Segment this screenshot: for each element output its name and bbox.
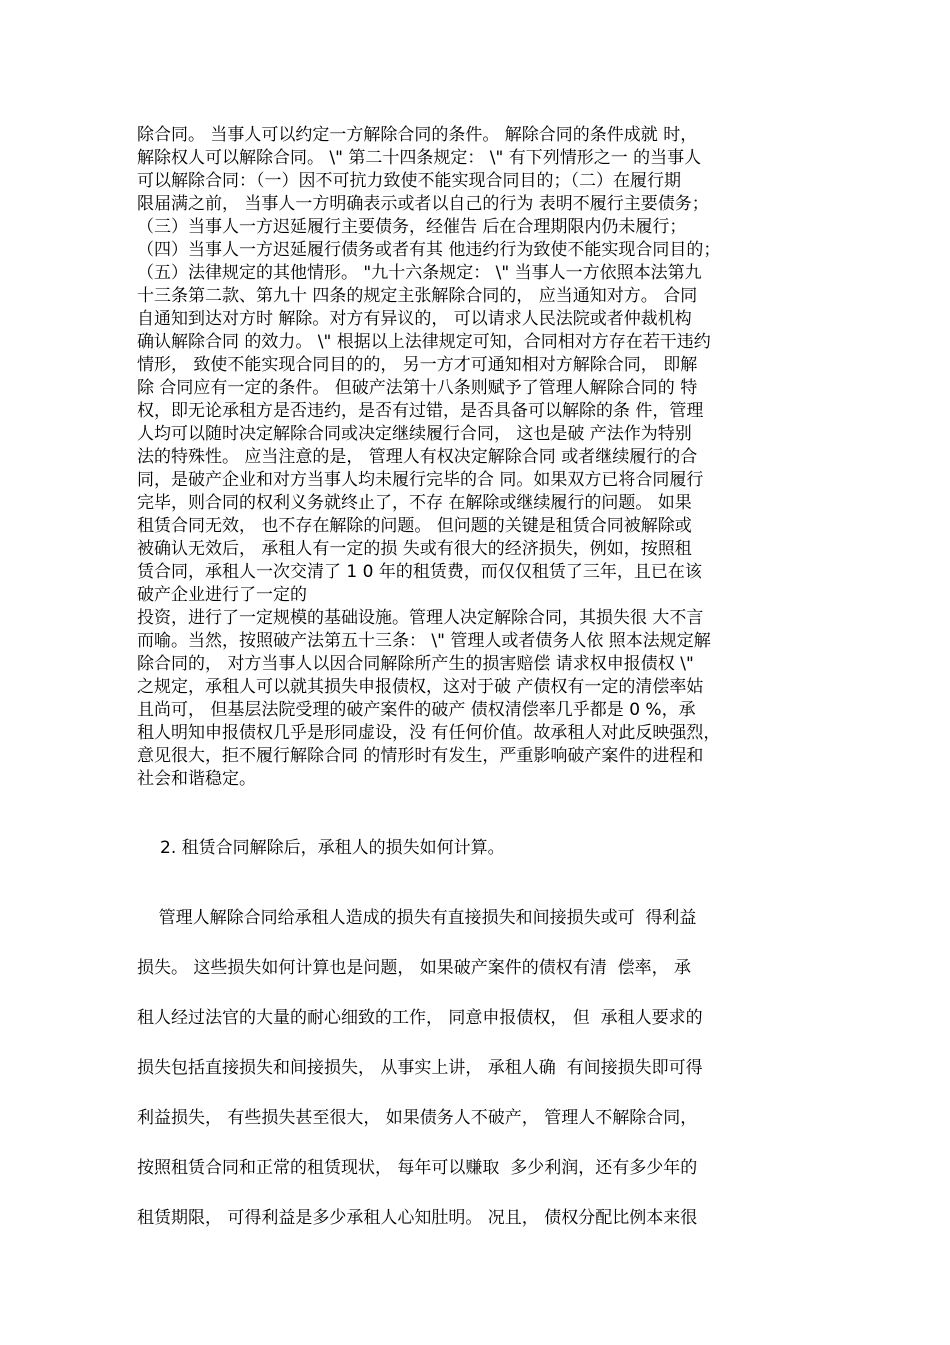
body-text-block bbox=[137, 124, 827, 791]
text-line: 可以解除合同：（一）因不可抗力致使不能实现合同目的；（二）在履行期 bbox=[137, 171, 681, 191]
text-line: 除合同。 当事人可以约定一方解除合同的条件。 解除合同的条件成就 时， bbox=[137, 125, 698, 145]
paragraph-line: 利益损失， 有些损失甚至很大， 如果债务人不破产， 管理人不解除合同， bbox=[137, 1108, 698, 1128]
paragraph-line: 租赁期限， 可得利益是多少承租人心知肚明。 况且， 债权分配比例本来很 bbox=[137, 1208, 698, 1228]
text-line: 十三条第二款、第九十 四条的规定主张解除合同的， 应当通知对方。 合同 bbox=[137, 286, 698, 306]
paragraph-line: 管理人解除合同给承租人造成的损失有直接损失和间接损失或可 得利益 bbox=[137, 908, 697, 928]
text-line: 且尚可， 但基层法院受理的破产案件的破产 债权清偿率几乎都是 0 %，承 bbox=[137, 700, 696, 720]
text-line: （三）当事人一方迟延履行主要债务，经催告 后在合理期限内仍未履行； bbox=[137, 217, 687, 237]
text-line: 确认解除合同 的效力。 \" 根据以上法律规定可知，合同相对方存在若干违约 bbox=[137, 332, 711, 352]
paragraph-block bbox=[137, 906, 827, 1256]
text-line: 完毕，则合同的权利义务就终止了，不存 在解除或继续履行的问题。 如果 bbox=[137, 493, 692, 513]
text-line: 法的特殊性。 应当注意的是， 管理人有权决定解除合同 或者继续履行的合 bbox=[137, 447, 698, 467]
text-line: 社会和谐稳定。 bbox=[137, 769, 256, 789]
text-line: 租人明知申报债权几乎是形同虚设，没 有任何价值。故承租人对此反映强烈， bbox=[137, 723, 721, 743]
text-line: 自通知到达对方时 解除。对方有异议的， 可以请求人民法院或者仲裁机构 bbox=[137, 309, 692, 329]
text-line: 情形， 致使不能实现合同目的的， 另一方才可通知相对方解除合同， 即解 bbox=[137, 355, 698, 375]
text-line: 人均可以随时决定解除合同或决定继续履行合同， 这也是破 产法作为特别 bbox=[137, 424, 692, 444]
text-line: 租赁合同无效， 也不存在解除的问题。 但问题的关键是租赁合同被解除或 bbox=[137, 516, 692, 536]
text-line: 同，是破产企业和对方当事人均未履行完毕的合 同。如果双方已将合同履行 bbox=[137, 470, 704, 490]
text-line: （四）当事人一方迟延履行债务或者有其 他违约行为致使不能实现合同目的； bbox=[137, 240, 721, 260]
text-line: 而喻。当然，按照破产法第五十三条： \" 管理人或者债务人依 照本法规定解 bbox=[137, 631, 711, 651]
text-line: 限届满之前， 当事人一方明确表示或者以自己的行为 表明不履行主要债务； bbox=[137, 194, 709, 214]
text-line: 赁合同，承租人一次交清了 1 0 年的租赁费，而仅仅租赁了三年，且已在该 bbox=[137, 562, 702, 582]
paragraph-line: 损失。 这些损失如何计算也是问题， 如果破产案件的债权有清 偿率， 承 bbox=[137, 958, 692, 978]
text-line: 被确认无效后， 承租人有一定的损 失或有很大的经济损失，例如，按照租 bbox=[137, 539, 692, 559]
text-line: 投资，进行了一定规模的基础设施。管理人决定解除合同，其损失很 大不言 bbox=[137, 608, 704, 628]
text-line: 权，即无论承租方是否违约，是否有过错，是否具备可以解除的条 件，管理 bbox=[137, 401, 704, 421]
section-heading: 2. 租赁合同解除后，承租人的损失如何计算。 bbox=[160, 838, 505, 858]
paragraph-line: 按照租赁合同和正常的租赁现状， 每年可以赚取 多少利润，还有多少年的 bbox=[137, 1158, 698, 1178]
paragraph-line: 损失包括直接损失和间接损失， 从事实上讲， 承租人确 有间接损失即可得 bbox=[137, 1058, 703, 1078]
text-line: 除合同的， 对方当事人以因合同解除所产生的损害赔偿 请求权申报债权 \" bbox=[137, 654, 694, 674]
text-line: 除 合同应有一定的条件。 但破产法第十八条则赋予了管理人解除合同的 特 bbox=[137, 378, 698, 398]
text-line: 破产企业进行了一定的 bbox=[137, 585, 307, 605]
text-line: 解除权人可以解除合同。 \" 第二十四条规定： \" 有下列情形之一 的当事人 bbox=[137, 148, 702, 168]
text-line: 意见很大，拒不履行解除合同 的情形时有发生，严重影响破产案件的进程和 bbox=[137, 746, 704, 766]
text-line: （五）法律规定的其他情形。 "九十六条规定： \" 当事人一方依照本法第九 bbox=[137, 263, 702, 283]
text-line: 之规定，承租人可以就其损失申报债权，这对于破 产债权有一定的清偿率姑 bbox=[137, 677, 704, 697]
paragraph-line: 租人经过法官的大量的耐心细致的工作， 同意申报债权， 但 承租人要求的 bbox=[137, 1008, 703, 1028]
